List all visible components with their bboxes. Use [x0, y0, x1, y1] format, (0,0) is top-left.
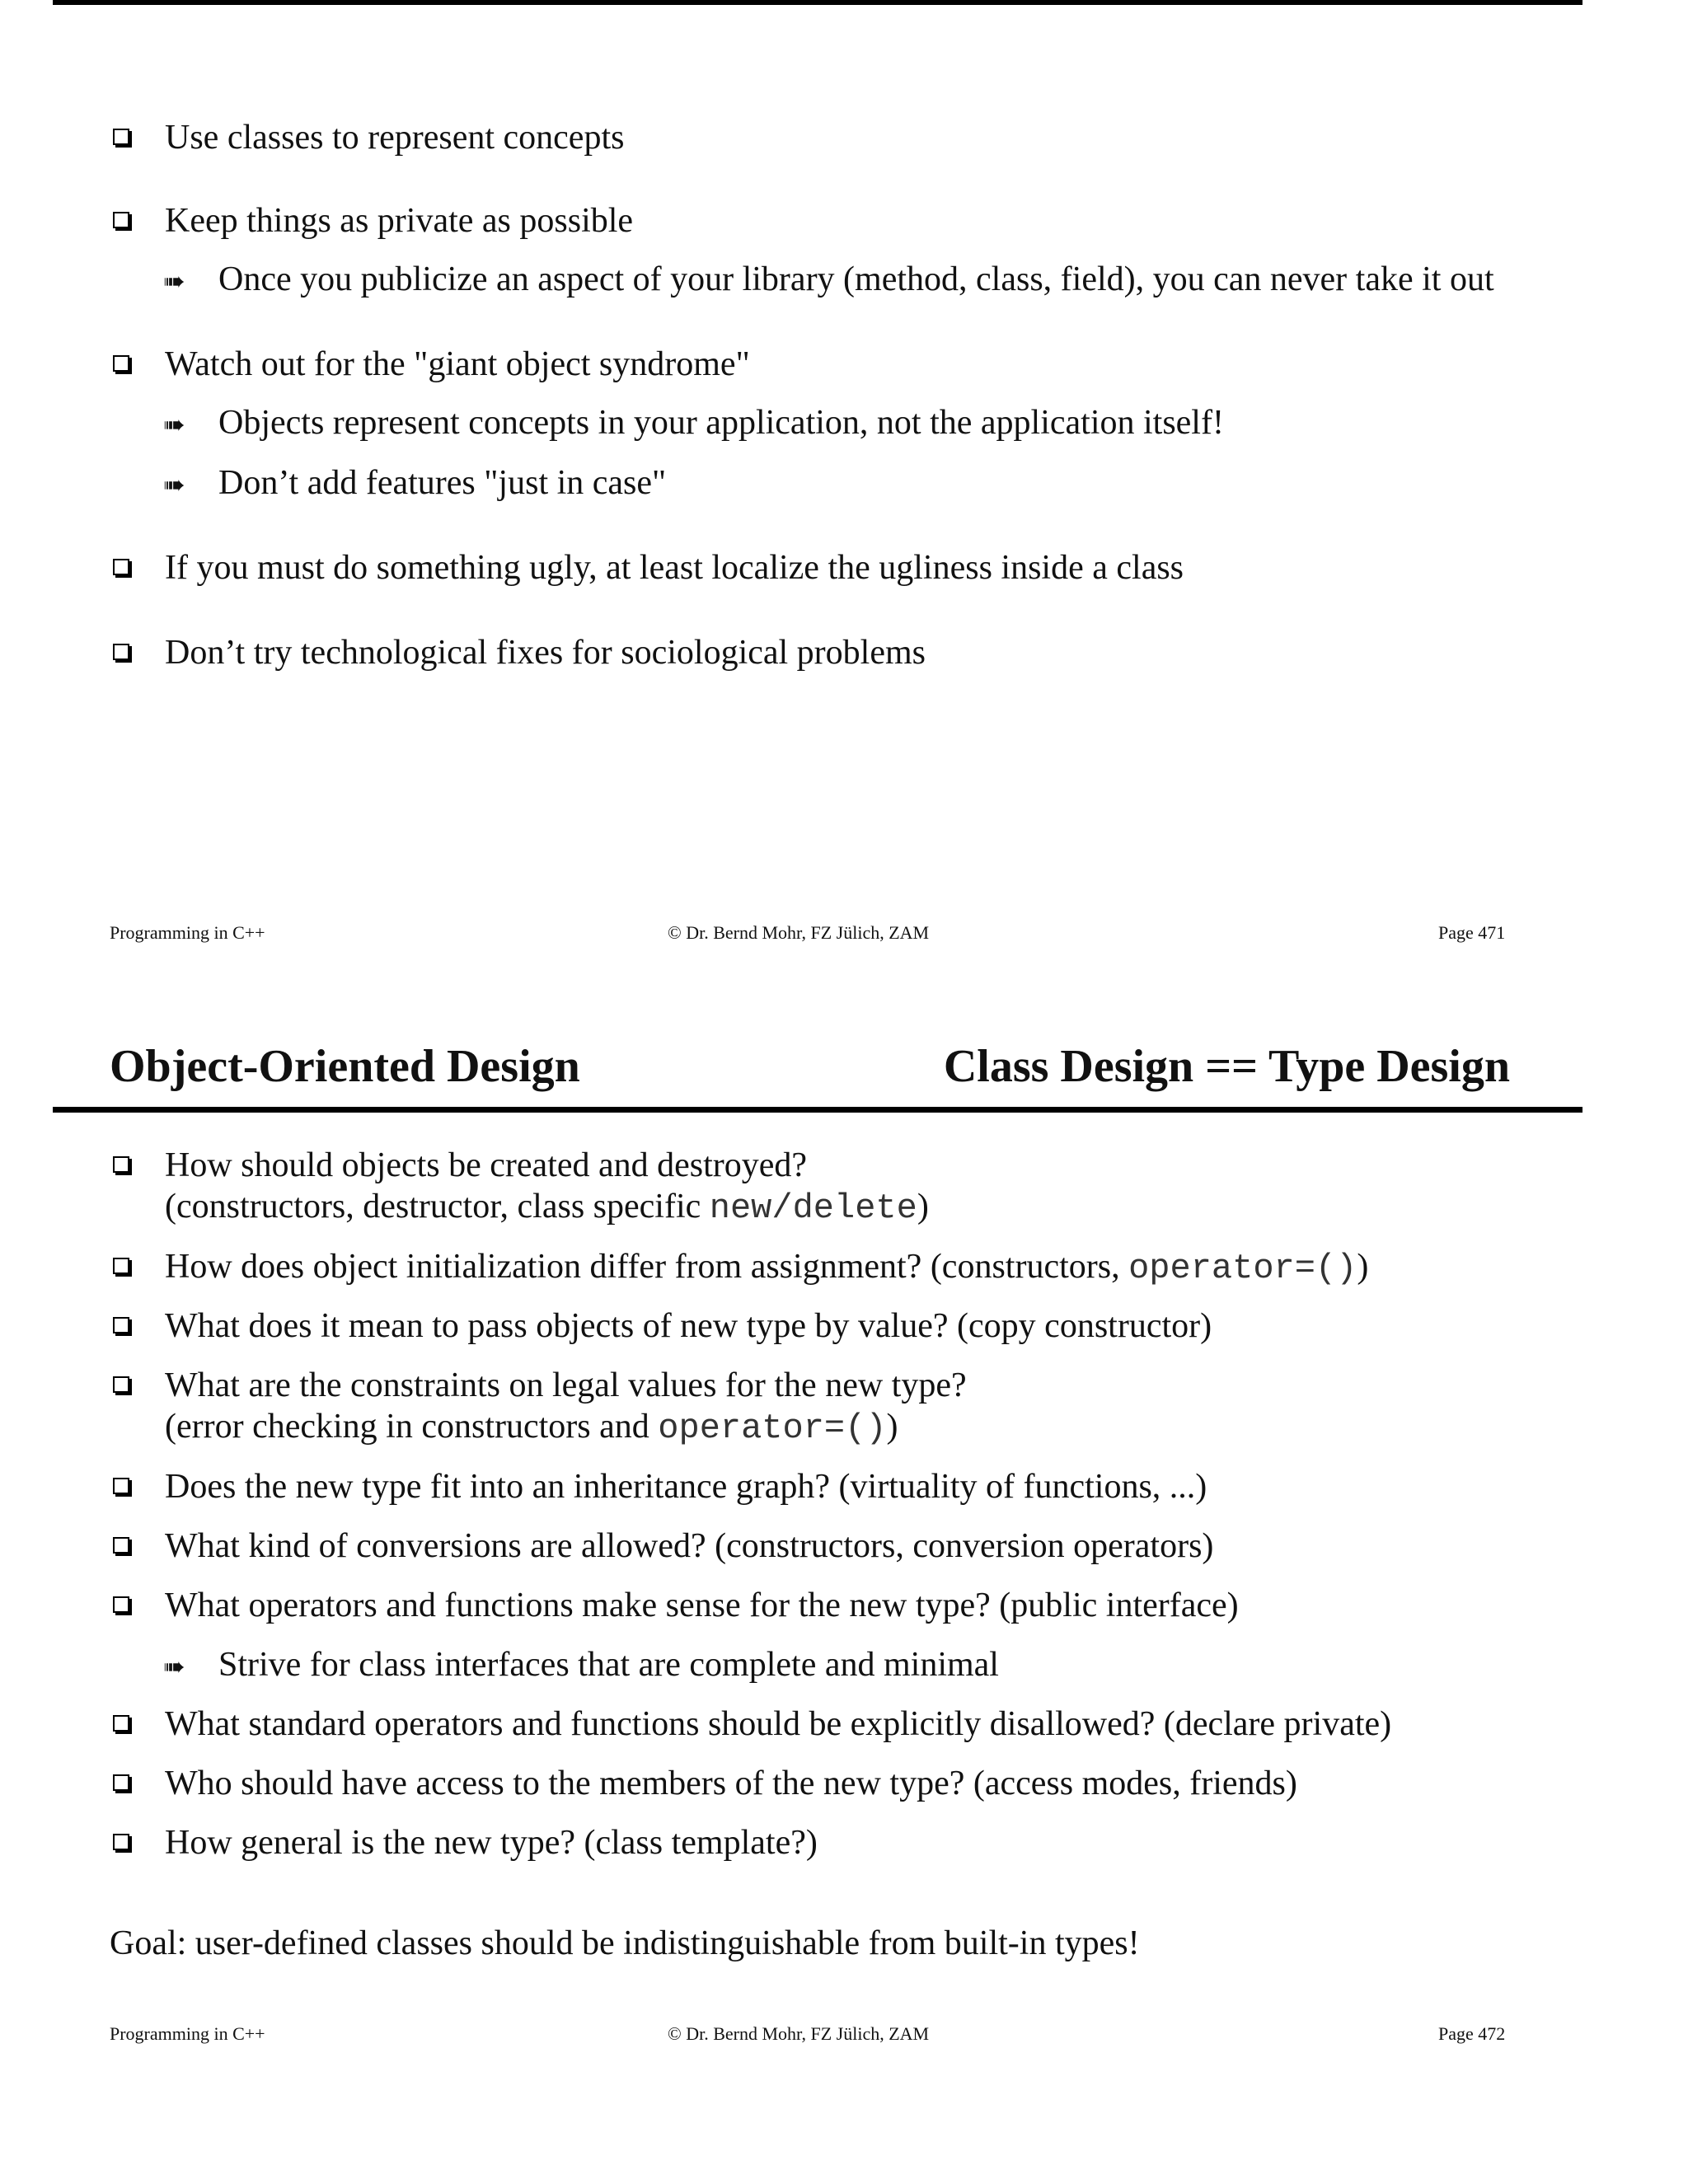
section-title: Class Design == Type Design — [943, 1041, 1510, 1092]
checkbox-bullet-icon — [113, 1537, 129, 1554]
arrow-bullet-icon: ➠ — [163, 410, 185, 439]
checkbox-bullet-icon — [113, 355, 129, 372]
code-new-delete: new/delete — [709, 1188, 917, 1228]
bullet-text: How should objects be created and destroyed? — [165, 1146, 808, 1184]
bullet-text: Who should have access to the members of the new type? (access modes, friends) — [165, 1765, 1297, 1802]
arrow-bullet-icon: ➠ — [163, 1652, 185, 1681]
arrow-bullet-icon: ➠ — [163, 470, 185, 499]
title-rule — [53, 1107, 1582, 1113]
bullet-text: What operators and functions make sense for the new type? (public interface) — [165, 1586, 1239, 1624]
checkbox-bullet-icon — [113, 212, 129, 228]
checkbox-bullet-icon — [113, 1774, 129, 1791]
bullet-text: Don’t try technological fixes for sociological problems — [165, 634, 926, 672]
arrow-bullet-icon: ➠ — [163, 266, 185, 296]
checkbox-bullet-icon — [113, 129, 129, 145]
sub-bullet-text: Once you publicize an aspect of your library (method, class, field), you can never take it out — [218, 260, 1494, 298]
checkbox-bullet-icon — [113, 559, 129, 575]
code-operator-assign: operator=() — [1128, 1249, 1357, 1288]
page-title: Object-Oriented Design — [110, 1041, 580, 1092]
bullet-text: What standard operators and functions should be explicitly disallowed? (declare private) — [165, 1705, 1392, 1743]
bullet-text: What does it mean to pass objects of new type by value? (copy constructor) — [165, 1307, 1212, 1345]
bullet-text: Watch out for the "giant object syndrome" — [165, 345, 750, 383]
bullet-text: Keep things as private as possible — [165, 202, 634, 240]
bullet-text: How does object initialization differ from assignment? (constructors, operator=()) — [165, 1248, 1369, 1288]
bullet-text: If you must do something ugly, at least localize the ugliness inside a class — [165, 549, 1184, 587]
footer-course: Programming in C++ — [110, 2023, 265, 2044]
goal-statement: Goal: user-defined classes should be indistinguishable from built-in types! — [110, 1924, 1140, 1962]
bullet-text: Use classes to represent concepts — [165, 119, 625, 157]
bullet-text-continued: (error checking in constructors and operator=()) — [165, 1408, 898, 1448]
footer-copyright: © Dr. Bernd Mohr, FZ Jülich, ZAM — [668, 922, 930, 943]
bullet-text-continued: (constructors, destructor, class specific new/delete) — [165, 1188, 929, 1228]
checkbox-bullet-icon — [113, 1596, 129, 1613]
checkbox-bullet-icon — [113, 1478, 129, 1494]
bullet-text: Does the new type fit into an inheritance graph? (virtuality of functions, ...) — [165, 1468, 1207, 1506]
checkbox-bullet-icon — [113, 1156, 129, 1173]
footer-page-number: Page 471 — [1438, 922, 1506, 943]
checkbox-bullet-icon — [113, 1258, 129, 1274]
bullet-text: How general is the new type? (class template?) — [165, 1824, 818, 1862]
sub-bullet-text: Strive for class interfaces that are complete and minimal — [218, 1646, 999, 1684]
checkbox-bullet-icon — [113, 1317, 129, 1333]
bullet-text: What kind of conversions are allowed? (constructors, conversion operators) — [165, 1527, 1214, 1565]
sub-bullet-text: Objects represent concepts in your application, not the application itself! — [218, 404, 1224, 442]
checkbox-bullet-icon — [113, 1715, 129, 1732]
sub-bullet-text: Don’t add features "just in case" — [218, 464, 667, 502]
top-rule — [53, 0, 1582, 5]
footer-page-number: Page 472 — [1438, 2023, 1506, 2044]
footer-course: Programming in C++ — [110, 922, 265, 943]
code-operator-assign: operator=() — [658, 1408, 887, 1448]
checkbox-bullet-icon — [113, 644, 129, 660]
checkbox-bullet-icon — [113, 1376, 129, 1393]
checkbox-bullet-icon — [113, 1834, 129, 1850]
footer-copyright: © Dr. Bernd Mohr, FZ Jülich, ZAM — [668, 2023, 930, 2044]
bullet-text: What are the constraints on legal values for the new type? — [165, 1366, 967, 1404]
